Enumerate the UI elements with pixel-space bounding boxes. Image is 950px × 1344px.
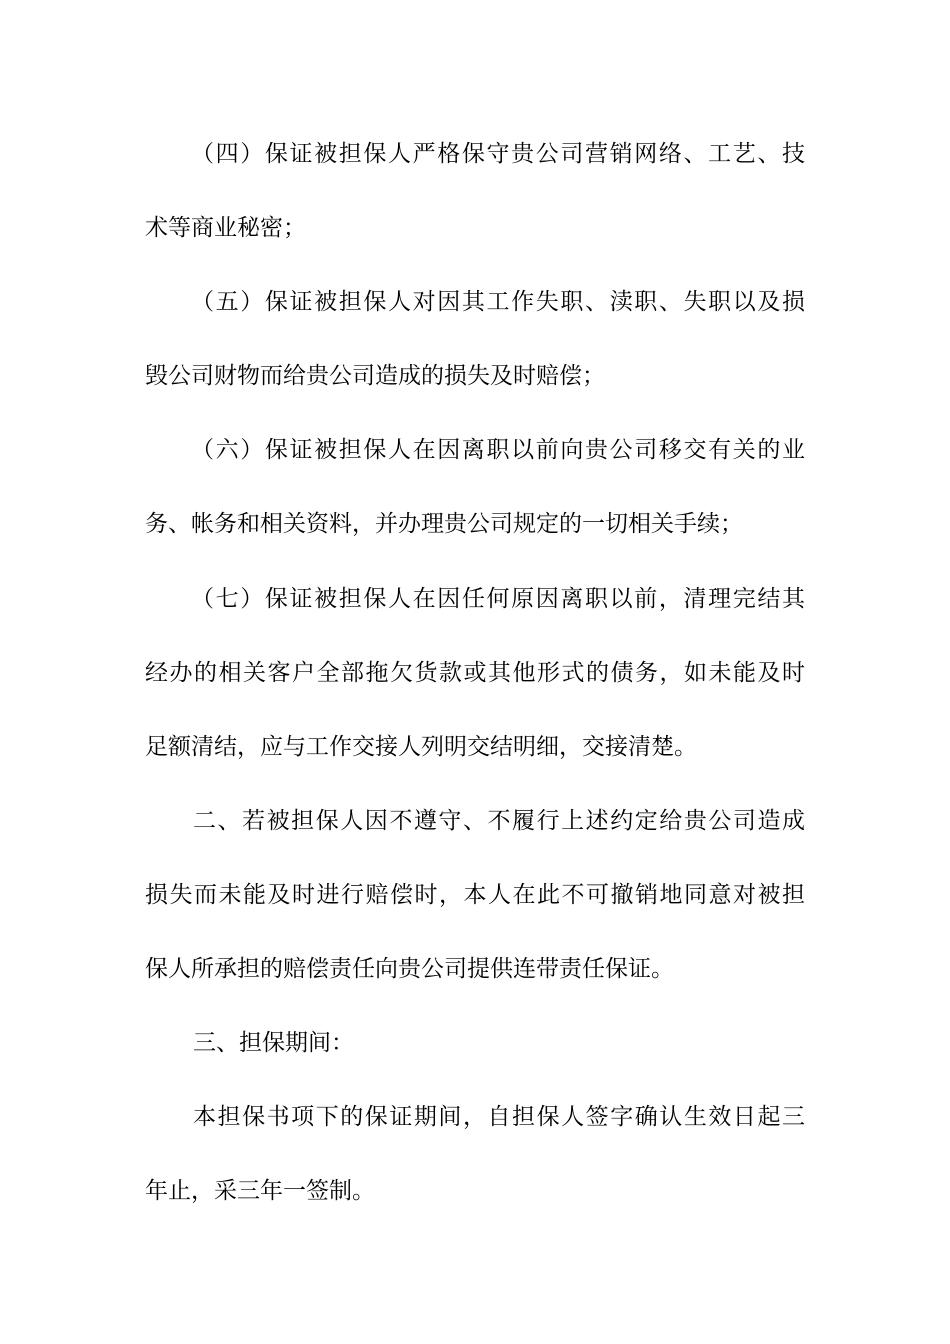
clause-7-line-1: （七）保证被担保人在因任何原因离职以前，清理完结其 [191,585,805,612]
clause-5-line-1: （五）保证被担保人对因其工作失职、渎职、失职以及损 [191,289,805,316]
clause-4-line-1: （四）保证被担保人严格保守贵公司营销网络、工艺、技 [191,141,805,167]
section-3-line-1: 本担保书项下的保证期间，自担保人签字确认生效日起三 [193,1104,805,1131]
clause-7-line-3: 足额清结，应与工作交接人列明交结明细，交接清楚。 [145,733,697,760]
clause-6-line-1: （六）保证被担保人在因离职以前向贵公司移交有关的业 [191,437,805,464]
section-3-line-2: 年止，采三年一签制。 [145,1178,375,1205]
clause-6-line-2: 务、帐务和相关资料，并办理贵公司规定的一切相关手续； [145,511,743,538]
clause-5-line-2: 毁公司财物而给贵公司造成的损失及时赔偿； [145,363,605,390]
section-2-line-3: 保人所承担的赔偿责任向贵公司提供连带责任保证。 [145,956,674,983]
clause-7-line-2: 经办的相关客户全部拖欠货款或其他形式的债务，如未能及时 [145,659,805,686]
clause-4-line-2: 术等商业秘密； [145,215,306,242]
document-body [145,131,805,1242]
section-3-heading: 三、担保期间： [193,1030,354,1057]
section-2-line-1: 二、若被担保人因不遵守、不履行上述约定给贵公司造成 [193,807,805,834]
section-2-line-2: 损失而未能及时进行赔偿时，本人在此不可撤销地同意对被担 [145,881,805,908]
